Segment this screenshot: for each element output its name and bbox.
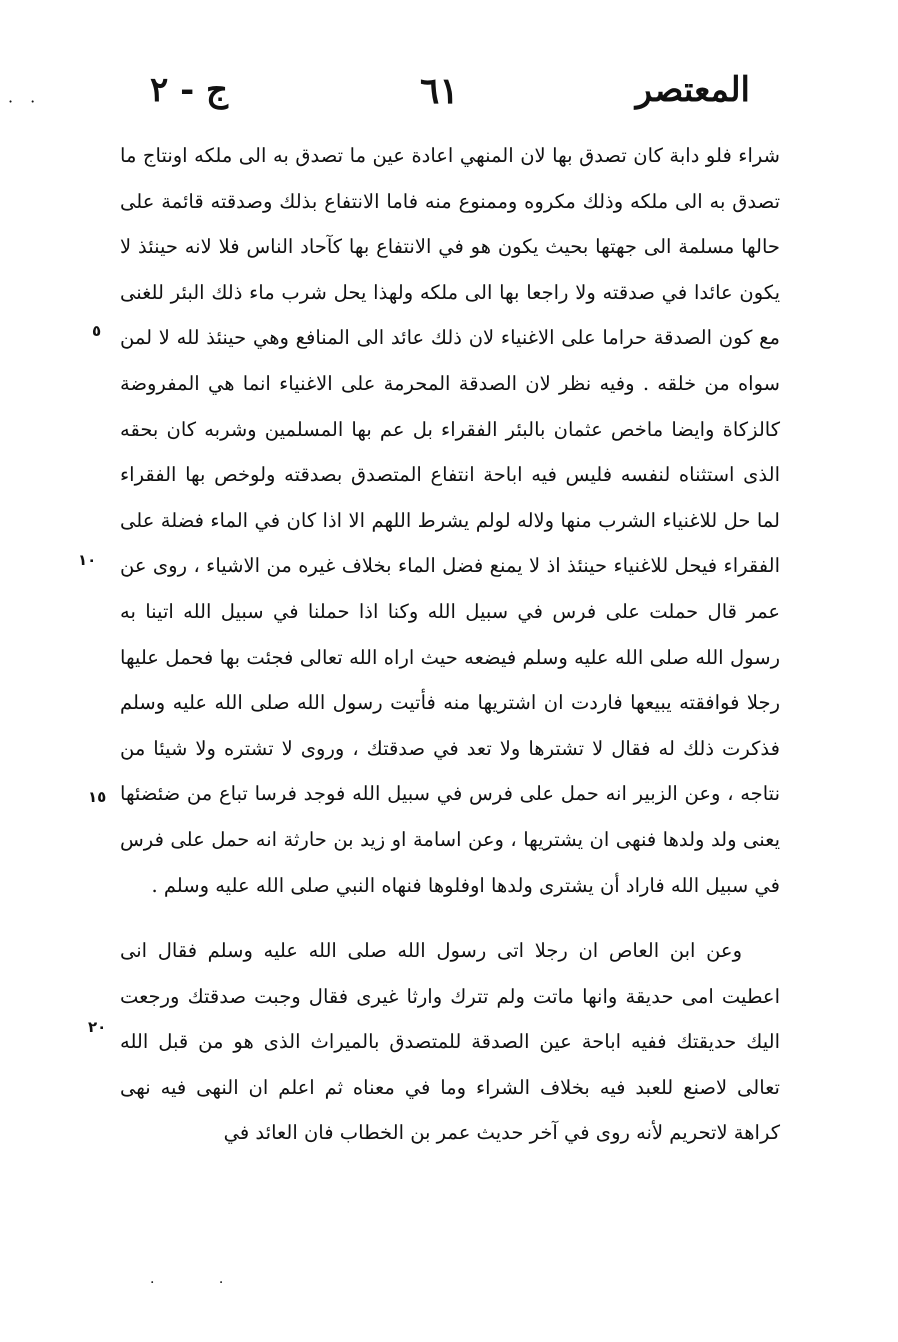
main-text (120, 133, 780, 1156)
line-number-5: ٥ (92, 322, 102, 340)
page-number: ٦١ (420, 70, 459, 112)
margin-dots-bottom: · · (150, 1275, 254, 1291)
margin-dots-top: · · (8, 92, 42, 111)
paragraph: وعن ابن العاص ان رجلا اتى رسول الله صلى الله عليه وسلم فقال انى اعطيت امى حديقة وانها ماتت ولم تترك وارثا غيرى فقال وجبت صدقتك ورجعت اليك حديقتك ففيه اباحة عين الصدقة للمتصدق بالميراث الذى هو من قبل الله تعالى لاصنع للعبد فيه بخلاف الشراء وما في معناه ثم اعلم ان النهى فيه نهى كراهة لاتحريم لأنه روى في آخر حديث عمر بن الخطاب فان العائد في (120, 939, 780, 1145)
volume-part: ج - ٢ (150, 70, 228, 110)
book-title: المعتصر (635, 70, 750, 110)
line-number-20: ٢٠ (88, 1018, 107, 1036)
line-number-10: ١٠ (78, 551, 97, 569)
page-header (130, 70, 750, 130)
paragraph: شراء فلو دابة كان تصدق بها لان المنهي اعادة عين ما تصدق به الى ملكه اونتاج ما تصدق به الى ملكه وذلك مكروه وممنوع منه فاما الانتفاع بذلك وصدقته قائمة على حالها مسلمة الى جهتها بحيث يكون هو في الانتفاع بها كآحاد الناس فلا لانه حينئذ لا يكون عائدا في صدقته ولا راجعا بها الى ملكه ولهذا يحل شرب ماء ذلك البئر للغنى مع كون الصدقة حراما على الاغنياء لان ذلك عائد الى المنافع وهي حينئذ لله لا لمن سواه من خلقه . وفيه نظر لان الصدقة المحرمة على الاغنياء انما هي المفروضة كالزكاة وايضا ماخص عثمان بالبئر الفقراء بل عم بها المسلمين وشربه كان بحقه الذى استثناه لنفسه فليس فيه اباحة انتفاع المتصدق بصدقته ولوخص بها الفقراء لما حل للاغنياء الشرب منها ولاله لولم يشرط اللهم الا اذا كان في الماء فضلة على الفقراء فيحل للاغنياء حينئذ اذ لا يمنع فضل الماء بخلاف غيره من الاشياء ، روى عن عمر قال حملت على فرس في سبيل الله وكنا اذا حملنا في سبيل الله اتينا به رسول الله صلى الله عليه وسلم فيضعه حيث اراه الله تعالى فجئت بها فحمل عليها رجلا فوافقته يبيعها فاردت ان اشتريها منه فأتيت رسول الله صلى الله عليه وسلم فذكرت ذلك له فقال لا تشترها ولا تعد في صدقتك ، وروى لا تشتره ولا شيئا من نتاجه ، وعن الزبير انه حمل على فرس في سبيل الله فوجد فرسا تباع من ضئضئها يعنى ولد ولدها فنهى ان يشتريها ، وعن اسامة او زيد بن حارثة انه حمل على فرس في سبيل الله فاراد أن يشترى ولدها اوفلوها فنهاه النبي صلى الله عليه وسلم . (120, 144, 780, 897)
line-number-15: ١٥ (88, 788, 107, 806)
